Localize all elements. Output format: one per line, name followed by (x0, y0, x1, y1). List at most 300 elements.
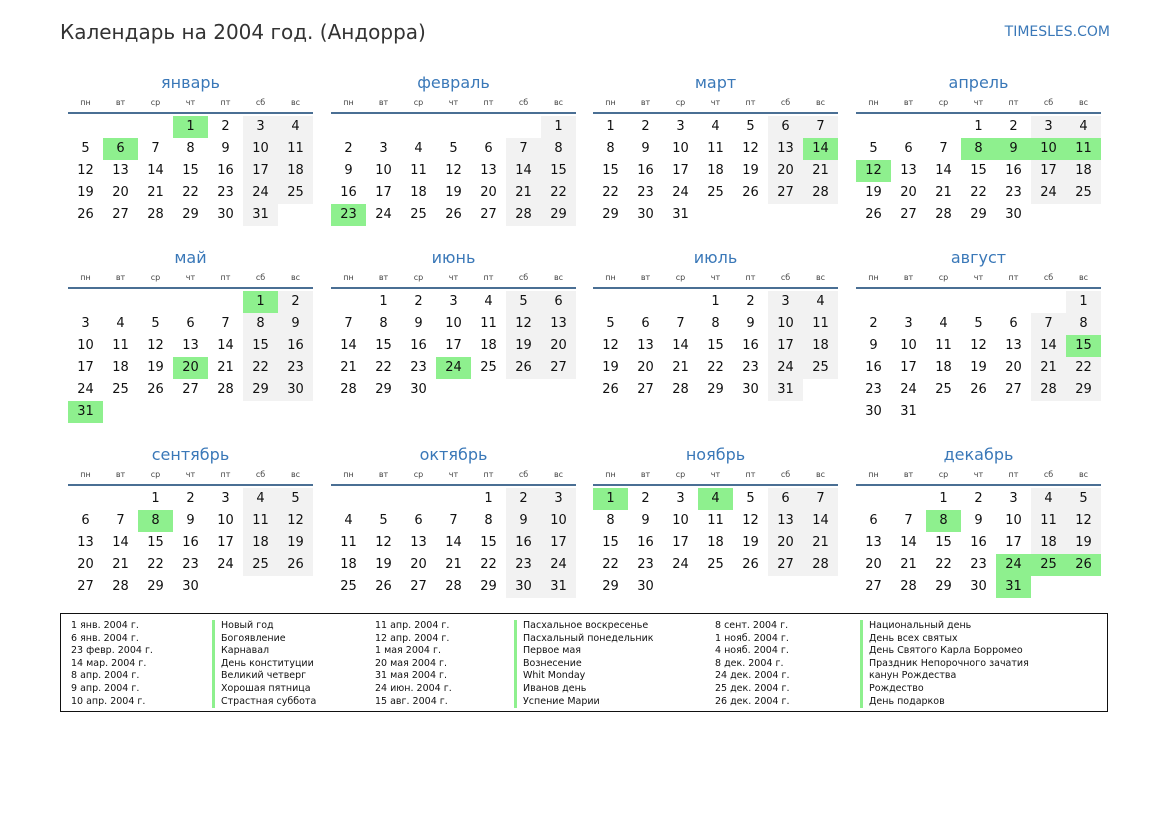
day-cell: 14 (217, 338, 234, 353)
day-cell: 17 (768, 335, 803, 357)
holiday-day: 24 (436, 357, 471, 379)
day-cell: 18 (707, 535, 724, 550)
day-cell: 26 (970, 382, 987, 397)
day-grid (856, 291, 1101, 423)
empty-cell (103, 291, 138, 313)
weekday-label: сб (518, 273, 529, 282)
day-cell: 2 (506, 488, 541, 510)
weekday-label: вс (815, 470, 826, 479)
day-cell: 16 (506, 532, 541, 554)
day-cell: 6 (414, 513, 423, 528)
holiday-day: 24 (996, 554, 1031, 576)
day-cell: 7 (221, 316, 230, 331)
day-cell: 17 (375, 185, 392, 200)
day-cell: 2 (641, 491, 650, 506)
day-cell: 1 (541, 116, 576, 138)
day-cell: 31 (768, 379, 803, 401)
day-cell: 17 (541, 532, 576, 554)
day-cell: 26 (445, 207, 462, 222)
day-cell: 23 (182, 557, 199, 572)
empty-cell (926, 291, 961, 313)
day-cell: 6 (904, 141, 913, 156)
day-cell: 4 (278, 116, 313, 138)
weekday-label: ср (938, 98, 949, 107)
weekday-header (68, 98, 313, 114)
day-cell: 12 (147, 338, 164, 353)
day-cell: 23 (637, 557, 654, 572)
weekday-label: вс (553, 470, 564, 479)
weekday-label: сб (780, 470, 791, 479)
weekday-label: вт (378, 98, 389, 107)
legend-names-column (514, 620, 654, 708)
weekday-header (68, 470, 313, 486)
day-cell: 11 (112, 338, 129, 353)
day-cell: 15 (182, 163, 199, 178)
weekday-label: чт (185, 98, 196, 107)
day-cell: 1 (484, 491, 493, 506)
day-cell: 19 (445, 185, 462, 200)
day-cell: 2 (414, 294, 423, 309)
empty-cell (331, 116, 366, 138)
weekday-label: вс (815, 273, 826, 282)
day-cell: 3 (904, 316, 913, 331)
day-cell: 10 (768, 313, 803, 335)
day-cell: 25 (480, 360, 497, 375)
day-cell: 20 (768, 532, 803, 554)
legend-date: 11 апр. 2004 г. (375, 620, 450, 631)
day-cell: 10 (217, 513, 234, 528)
weekday-label: пт (483, 98, 494, 107)
month-2 (331, 72, 576, 226)
legend-names-column (212, 620, 316, 708)
weekday-label: ср (150, 470, 161, 479)
legend-dates-column (715, 620, 790, 708)
day-cell: 19 (602, 360, 619, 375)
weekday-label: ср (938, 470, 949, 479)
day-cell: 29 (182, 207, 199, 222)
day-cell: 17 (672, 535, 689, 550)
day-cell: 30 (278, 379, 313, 401)
day-cell: 22 (375, 360, 392, 375)
day-cell: 1 (379, 294, 388, 309)
legend-date: 1 мая 2004 г. (375, 645, 441, 657)
day-cell: 2 (746, 294, 755, 309)
holiday-day: 23 (331, 204, 366, 226)
weekday-label: вс (290, 273, 301, 282)
day-cell: 4 (243, 488, 278, 510)
legend-date: 20 мая 2004 г. (375, 657, 448, 669)
day-cell: 19 (865, 185, 882, 200)
day-cell: 28 (340, 382, 357, 397)
weekday-header (856, 470, 1101, 486)
day-cell: 17 (672, 163, 689, 178)
weekday-label: пт (745, 98, 756, 107)
day-cell: 19 (147, 360, 164, 375)
holiday-day: 14 (803, 138, 838, 160)
legend-holiday-name: Пасхальное воскресенье (514, 620, 654, 633)
day-cell: 3 (379, 141, 388, 156)
empty-cell (331, 488, 366, 510)
day-cell: 9 (506, 510, 541, 532)
day-cell: 25 (278, 182, 313, 204)
day-cell: 14 (672, 338, 689, 353)
day-cell: 3 (1009, 491, 1018, 506)
weekday-label: сб (1043, 273, 1054, 282)
day-cell: 30 (506, 576, 541, 598)
legend-holiday-name: День конституции (212, 658, 316, 671)
day-cell: 22 (182, 185, 199, 200)
day-cell: 17 (900, 360, 917, 375)
weekday-label: вт (115, 98, 126, 107)
month-12 (856, 444, 1101, 598)
month-8 (856, 247, 1101, 423)
day-cell: 12 (375, 535, 392, 550)
weekday-label: чт (448, 98, 459, 107)
day-cell: 20 (768, 160, 803, 182)
day-cell: 13 (410, 535, 427, 550)
day-cell: 29 (707, 382, 724, 397)
day-cell: 2 (344, 141, 353, 156)
day-cell: 23 (970, 557, 987, 572)
weekday-label: пт (220, 273, 231, 282)
legend-holiday-name: Рождество (860, 683, 1029, 696)
day-cell: 25 (340, 579, 357, 594)
day-cell: 8 (243, 313, 278, 335)
month-10 (331, 444, 576, 598)
day-cell: 13 (112, 163, 129, 178)
day-cell: 13 (77, 535, 94, 550)
day-cell: 10 (541, 510, 576, 532)
empty-cell (506, 116, 541, 138)
day-cell: 18 (1066, 160, 1101, 182)
day-cell: 17 (1005, 535, 1022, 550)
month-name: декабрь (943, 445, 1014, 464)
weekday-header (68, 273, 313, 289)
day-cell: 15 (970, 163, 987, 178)
legend-holiday-name: День всех святых (860, 633, 1029, 646)
day-cell: 22 (602, 185, 619, 200)
day-cell: 24 (77, 382, 94, 397)
day-cell: 21 (112, 557, 129, 572)
day-cell: 11 (410, 163, 427, 178)
day-cell: 5 (869, 141, 878, 156)
day-cell: 11 (935, 338, 952, 353)
day-cell: 6 (641, 316, 650, 331)
empty-cell (961, 291, 996, 313)
legend-date: 31 мая 2004 г. (375, 670, 448, 682)
day-cell: 27 (480, 207, 497, 222)
day-cell: 5 (506, 291, 541, 313)
day-cell: 16 (182, 535, 199, 550)
holiday-day: 8 (138, 510, 173, 532)
day-cell: 25 (1066, 182, 1101, 204)
day-cell: 16 (410, 338, 427, 353)
weekday-label: вт (640, 470, 651, 479)
weekday-label: чт (710, 470, 721, 479)
weekday-label: пт (1008, 470, 1019, 479)
day-cell: 11 (340, 535, 357, 550)
day-cell: 9 (641, 141, 650, 156)
day-cell: 4 (414, 141, 423, 156)
day-cell: 3 (541, 488, 576, 510)
day-cell: 24 (375, 207, 392, 222)
day-cell: 18 (480, 338, 497, 353)
day-cell: 15 (480, 535, 497, 550)
day-cell: 20 (77, 557, 94, 572)
day-cell: 28 (803, 182, 838, 204)
day-cell: 30 (1005, 207, 1022, 222)
empty-cell (856, 291, 891, 313)
empty-cell (401, 488, 436, 510)
holiday-day: 25 (1031, 554, 1066, 576)
day-cell: 26 (602, 382, 619, 397)
day-cell: 9 (278, 313, 313, 335)
day-grid (331, 116, 576, 226)
day-cell: 5 (1066, 488, 1101, 510)
day-cell: 28 (445, 579, 462, 594)
empty-cell (103, 488, 138, 510)
day-cell: 24 (541, 554, 576, 576)
empty-cell (436, 116, 471, 138)
weekday-label: пт (220, 98, 231, 107)
empty-cell (68, 488, 103, 510)
day-cell: 15 (602, 163, 619, 178)
month-name: июль (693, 248, 738, 267)
weekday-header (593, 470, 838, 486)
day-cell: 29 (375, 382, 392, 397)
legend-date: 8 дек. 2004 г. (715, 657, 784, 669)
day-cell: 11 (480, 316, 497, 331)
day-cell: 26 (278, 554, 313, 576)
day-cell: 9 (221, 141, 230, 156)
weekday-label: пн (605, 98, 616, 107)
legend-date: 4 нояб. 2004 г. (715, 645, 789, 657)
day-cell: 13 (1005, 338, 1022, 353)
weekday-label: ср (413, 470, 424, 479)
day-cell: 19 (506, 335, 541, 357)
day-cell: 29 (1066, 379, 1101, 401)
day-cell: 12 (445, 163, 462, 178)
legend-holiday-name: Успение Марии (514, 696, 654, 709)
day-cell: 15 (243, 335, 278, 357)
day-cell: 13 (480, 163, 497, 178)
day-cell: 17 (445, 338, 462, 353)
day-cell: 9 (414, 316, 423, 331)
weekday-label: пт (745, 273, 756, 282)
day-cell: 23 (637, 185, 654, 200)
day-cell: 14 (445, 535, 462, 550)
legend-holiday-name: Хорошая пятница (212, 683, 316, 696)
weekday-label: чт (973, 470, 984, 479)
day-cell: 20 (900, 185, 917, 200)
day-cell: 15 (935, 535, 952, 550)
day-cell: 8 (606, 141, 615, 156)
day-cell: 10 (672, 513, 689, 528)
day-cell: 18 (707, 163, 724, 178)
site-link[interactable]: TIMESLES.COM (1004, 24, 1110, 40)
day-cell: 26 (506, 357, 541, 379)
day-cell: 10 (672, 141, 689, 156)
day-cell: 6 (869, 513, 878, 528)
day-cell: 26 (742, 185, 759, 200)
legend-holiday-name: День Святого Карла Борромео (860, 645, 1029, 658)
day-cell: 5 (974, 316, 983, 331)
month-name: октябрь (419, 445, 488, 464)
day-cell: 15 (602, 535, 619, 550)
weekday-label: пн (868, 98, 879, 107)
weekday-label: вс (553, 98, 564, 107)
day-cell: 2 (221, 119, 230, 134)
day-cell: 27 (900, 207, 917, 222)
day-cell: 11 (1031, 510, 1066, 532)
day-cell: 28 (506, 204, 541, 226)
day-cell: 12 (602, 338, 619, 353)
day-cell: 22 (707, 360, 724, 375)
weekday-header (331, 98, 576, 114)
day-grid (856, 116, 1101, 226)
day-cell: 5 (81, 141, 90, 156)
weekday-label: пт (483, 470, 494, 479)
day-cell: 22 (1066, 357, 1101, 379)
empty-cell (996, 291, 1031, 313)
day-cell: 23 (278, 357, 313, 379)
empty-cell (331, 291, 366, 313)
weekday-header (856, 98, 1101, 114)
day-cell: 12 (742, 141, 759, 156)
weekday-label: сб (1043, 470, 1054, 479)
weekday-label: пн (343, 98, 354, 107)
weekday-label: ср (413, 98, 424, 107)
holiday-day: 1 (593, 488, 628, 510)
day-cell: 14 (1031, 335, 1066, 357)
day-cell: 27 (77, 579, 94, 594)
day-cell: 19 (1066, 532, 1101, 554)
weekday-label: вт (640, 98, 651, 107)
day-cell: 16 (217, 163, 234, 178)
day-cell: 4 (939, 316, 948, 331)
day-cell: 7 (939, 141, 948, 156)
day-cell: 27 (112, 207, 129, 222)
legend-date: 26 дек. 2004 г. (715, 695, 790, 707)
day-cell: 13 (900, 163, 917, 178)
day-cell: 9 (974, 513, 983, 528)
day-cell: 7 (676, 316, 685, 331)
legend-holiday-name: Whit Monday (514, 670, 654, 683)
day-grid (68, 291, 313, 423)
day-cell: 22 (147, 557, 164, 572)
day-cell: 30 (865, 404, 882, 419)
legend-date: 12 апр. 2004 г. (375, 632, 450, 644)
day-cell: 30 (410, 382, 427, 397)
day-cell: 21 (217, 360, 234, 375)
day-cell: 28 (935, 207, 952, 222)
day-cell: 4 (803, 291, 838, 313)
day-cell: 2 (869, 316, 878, 331)
day-cell: 14 (935, 163, 952, 178)
day-cell: 30 (182, 579, 199, 594)
weekday-label: пт (745, 470, 756, 479)
day-cell: 23 (865, 382, 882, 397)
holiday-day: 8 (961, 138, 996, 160)
day-cell: 6 (484, 141, 493, 156)
weekday-label: ср (150, 98, 161, 107)
holiday-day: 20 (173, 357, 208, 379)
day-cell: 13 (865, 535, 882, 550)
legend-holiday-name: Карнавал (212, 645, 316, 658)
legend-holiday-name: День подарков (860, 696, 1029, 709)
day-cell: 30 (217, 207, 234, 222)
day-cell: 6 (541, 291, 576, 313)
day-cell: 12 (506, 313, 541, 335)
weekday-label: пн (868, 470, 879, 479)
weekday-label: ср (675, 470, 686, 479)
holiday-legend (60, 613, 1108, 712)
weekday-label: сб (255, 98, 266, 107)
page-title: Календарь на 2004 год. (Андорра) (60, 20, 426, 44)
weekday-label: чт (185, 470, 196, 479)
day-cell: 12 (970, 338, 987, 353)
legend-dates-column (71, 620, 153, 708)
day-cell: 5 (449, 141, 458, 156)
day-cell: 26 (77, 207, 94, 222)
day-cell: 27 (410, 579, 427, 594)
day-cell: 28 (803, 554, 838, 576)
empty-cell (436, 488, 471, 510)
weekday-label: пт (1008, 98, 1019, 107)
day-cell: 21 (1031, 357, 1066, 379)
day-cell: 3 (676, 491, 685, 506)
day-cell: 26 (147, 382, 164, 397)
day-cell: 22 (480, 557, 497, 572)
day-cell: 28 (672, 382, 689, 397)
empty-cell (401, 116, 436, 138)
day-cell: 4 (711, 119, 720, 134)
day-cell: 22 (602, 557, 619, 572)
day-cell: 7 (803, 116, 838, 138)
day-cell: 21 (935, 185, 952, 200)
day-cell: 25 (707, 557, 724, 572)
day-cell: 30 (970, 579, 987, 594)
day-cell: 29 (541, 204, 576, 226)
day-cell: 6 (768, 116, 803, 138)
month-name: ноябрь (685, 445, 746, 464)
month-3 (593, 72, 838, 226)
empty-cell (103, 116, 138, 138)
weekday-label: пт (1008, 273, 1019, 282)
weekday-label: пн (868, 273, 879, 282)
empty-cell (208, 291, 243, 313)
weekday-label: чт (710, 273, 721, 282)
day-cell: 24 (768, 357, 803, 379)
legend-holiday-name: Новый год (212, 620, 316, 633)
day-cell: 21 (900, 557, 917, 572)
day-cell: 25 (707, 185, 724, 200)
day-cell: 5 (278, 488, 313, 510)
weekday-label: чт (973, 98, 984, 107)
weekday-label: вс (1078, 98, 1089, 107)
weekday-label: чт (448, 273, 459, 282)
month-6 (331, 247, 576, 401)
day-grid (593, 291, 838, 401)
day-grid (593, 116, 838, 226)
empty-cell (856, 116, 891, 138)
day-cell: 19 (742, 535, 759, 550)
weekday-label: пт (483, 273, 494, 282)
day-cell: 13 (182, 338, 199, 353)
day-cell: 21 (445, 557, 462, 572)
weekday-label: вт (903, 273, 914, 282)
legend-holiday-name: Праздник Непорочного зачатия (860, 658, 1029, 671)
